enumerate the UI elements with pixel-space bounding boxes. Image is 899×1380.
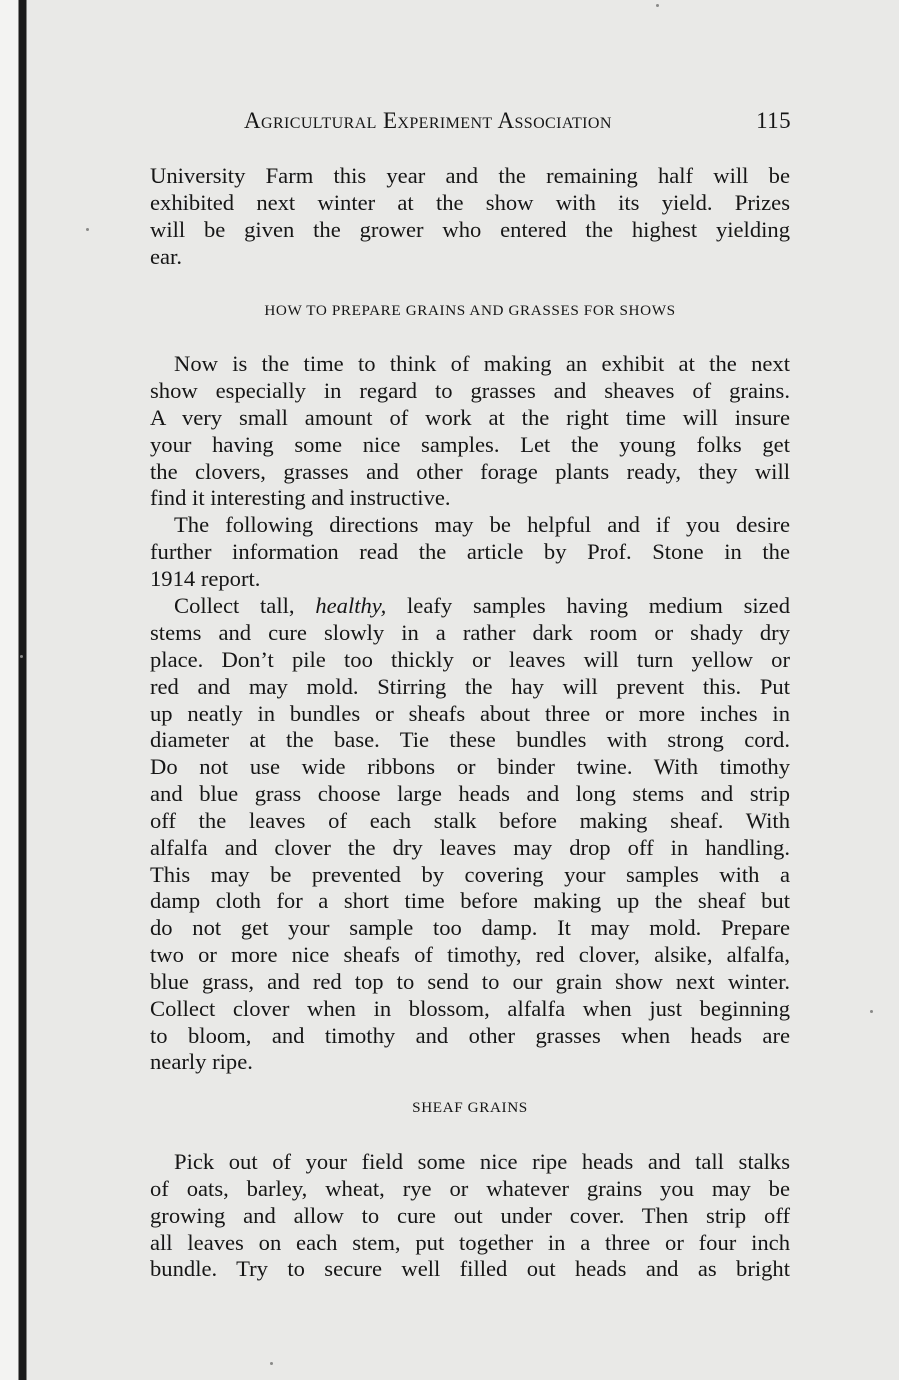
body-line: and blue grass choose large heads and long stems and strip bbox=[150, 781, 790, 806]
body-line: damp cloth for a short time before making up the sheaf but bbox=[150, 888, 790, 913]
body-line: show especially in regard to grasses and sheaves of grains. bbox=[150, 378, 790, 403]
body-line: up neatly in bundles or sheafs about three or more inches in bbox=[150, 701, 790, 726]
body-line: blue grass, and red top to send to our grain show next winter. bbox=[150, 969, 790, 994]
page-number: 115 bbox=[756, 108, 791, 133]
body-line: off the leaves of each stalk before making sheaf. With bbox=[150, 808, 790, 833]
body-line: do not get your sample too damp. It may mold. Prepare bbox=[150, 915, 790, 940]
body-line: alfalfa and clover the dry leaves may drop off in handling. bbox=[150, 835, 790, 860]
book-spine-edge bbox=[0, 0, 30, 1380]
section-heading: SHEAF GRAINS bbox=[412, 1099, 528, 1116]
body-line: Pick out of your field some nice ripe heads and tall stalks bbox=[174, 1149, 790, 1174]
body-line: 1914 report. bbox=[150, 566, 261, 591]
body-line: stems and cure slowly in a rather dark room or shady dry bbox=[150, 620, 790, 645]
section-heading: HOW TO PREPARE GRAINS AND GRASSES FOR SHOWS bbox=[264, 302, 676, 319]
body-line bbox=[174, 592, 790, 620]
running-title: Agricultural Experiment Association bbox=[244, 108, 612, 133]
body-line: the clovers, grasses and other forage plants ready, they will bbox=[150, 459, 790, 484]
body-line: of oats, barley, wheat, rye or whatever grains you may be bbox=[150, 1176, 790, 1201]
paper-speck bbox=[86, 228, 89, 231]
paper-speck bbox=[656, 4, 659, 7]
body-line: red and may mold. Stirring the hay will prevent this. Put bbox=[150, 674, 790, 699]
body-line: diameter at the base. Tie these bundles with strong cord. bbox=[150, 727, 790, 752]
body-line: place. Don’t pile too thickly or leaves will turn yellow or bbox=[150, 647, 790, 672]
body-line: two or more nice sheafs of timothy, red clover, alsike, alfalfa, bbox=[150, 942, 790, 967]
body-line: nearly ripe. bbox=[150, 1049, 253, 1074]
body-line: The following directions may be helpful and if you desire bbox=[174, 512, 790, 537]
body-line: A very small amount of work at the right time will insure bbox=[150, 405, 790, 430]
body-line: will be given the grower who entered the highest yielding bbox=[150, 217, 790, 242]
running-head bbox=[150, 108, 791, 140]
body-line: University Farm this year and the remaining half will be bbox=[150, 163, 790, 188]
body-line: to bloom, and timothy and other grasses when heads are bbox=[150, 1023, 790, 1048]
body-line: growing and allow to cure out under cover. Then strip off bbox=[150, 1203, 790, 1228]
paper-speck bbox=[870, 1010, 873, 1013]
body-line: bundle. Try to secure well filled out heads and as bright bbox=[150, 1256, 790, 1281]
body-line: your having some nice samples. Let the young folks get bbox=[150, 432, 790, 457]
body-line: Now is the time to think of making an exhibit at the next bbox=[174, 351, 790, 376]
body-line: exhibited next winter at the show with its yield. Prizes bbox=[150, 190, 790, 215]
body-line: Do not use wide ribbons or binder twine. With timothy bbox=[150, 754, 790, 779]
paper-speck bbox=[270, 1362, 273, 1365]
body-line: ear. bbox=[150, 244, 182, 269]
emphasis-text: healthy, bbox=[315, 593, 387, 618]
text-run: Collect tall, bbox=[174, 593, 295, 618]
paper-speck bbox=[20, 655, 23, 658]
body-line: This may be prevented by covering your samples with a bbox=[150, 862, 790, 887]
body-line: Collect clover when in blossom, alfalfa when just beginning bbox=[150, 996, 790, 1021]
text-run: leafy samples having medium sized bbox=[407, 593, 790, 618]
body-line: all leaves on each stem, put together in a three or four inch bbox=[150, 1230, 790, 1255]
body-line: find it interesting and instructive. bbox=[150, 485, 451, 510]
body-line: further information read the article by Prof. Stone in the bbox=[150, 539, 790, 564]
